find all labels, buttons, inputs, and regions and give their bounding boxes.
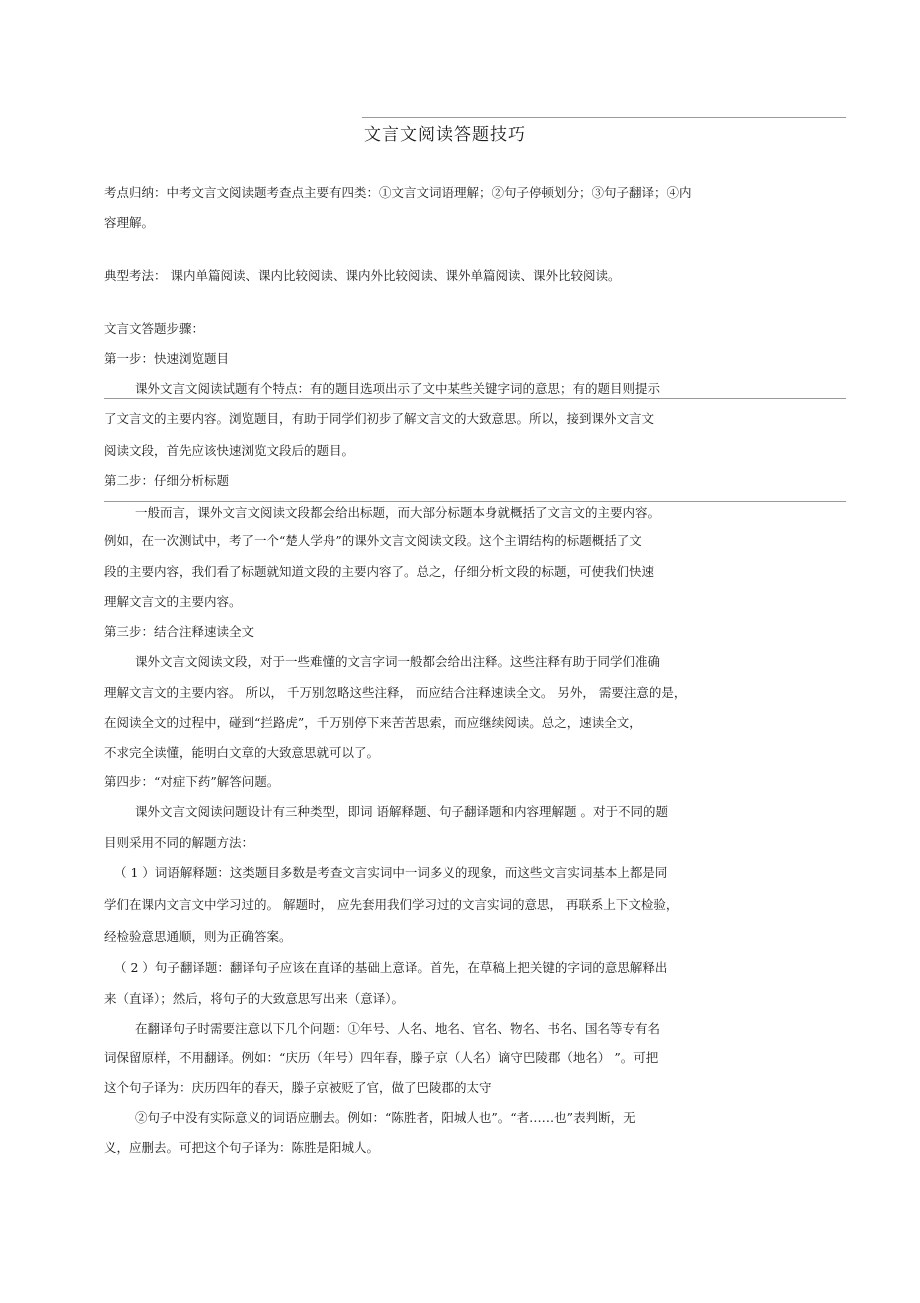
paragraph-line: 经检验意思通顺，则为正确答案。 [104, 929, 292, 944]
divider-rule [104, 398, 846, 399]
section-heading: 文言文答题步骤： [104, 321, 205, 336]
paragraph-line: 课外文言文阅读试题有个特点：有的题目选项出示了文中某些关键字词的意思；有的题目则提示 [135, 381, 661, 396]
paragraph-line: 典型考法： 课内单篇阅读、课内比较阅读、课内外比较阅读、课外单篇阅读、课外比较阅读。 [104, 268, 621, 283]
paragraph-line: 阅读文段，首先应该快速浏览文段后的题目。 [104, 443, 355, 458]
paragraph-line: 例如，在一次测试中，考了一个“楚人学舟”的课外文言文阅读文段。这个主谓结构的标题概括了文 [104, 533, 642, 548]
paragraph-line: 学们在课内文言文中学习过的。 解题时， 应先套用我们学习过的文言实词的意思， 再联系上下文检验， [104, 897, 679, 912]
paragraph-line: 理解文言文的主要内容。 所以， 千万别忽略这些注释， 而应结合注释速读全文。 另外， 需要注意的是， [104, 685, 687, 700]
paragraph-line: （ 2 ）句子翻译题：翻译句子应该在直译的基础上意译。首先，在草稿上把关键的字词的意思解释出 [114, 960, 668, 975]
paragraph-line: ②句子中没有实际意义的词语应删去。例如：“陈胜者，阳城人也”。“者……也”表判断，无 [135, 1110, 636, 1125]
divider-rule [104, 501, 846, 502]
page-title: 文言文阅读答题技巧 [364, 125, 526, 145]
paragraph-line: 在翻译句子时需要注意以下几个问题：①年号、人名、地名、官名、物名、书名、国名等专有名 [135, 1021, 661, 1036]
paragraph-line: 在阅读全文的过程中，碰到“拦路虎”，千万别停下来苦苦思索，而应继续阅读。总之，速读全文， [104, 715, 642, 730]
step-heading: 第一步：快速浏览题目 [104, 351, 230, 366]
paragraph-line: 考点归纳：中考文言文阅读题考查点主要有四类：①文言文词语理解；②句子停顿划分；③句子翻译；④内 [104, 185, 692, 200]
step-heading: 第三步：结合注释速读全文 [104, 624, 255, 639]
paragraph-line: 目则采用不同的解题方法： [104, 835, 255, 850]
top-rule [362, 117, 846, 118]
step-heading: 第二步：仔细分析标题 [104, 473, 230, 488]
paragraph-line: 不求完全读懂，能明白文章的大致意思就可以了。 [104, 745, 380, 760]
paragraph-line: 义，应删去。可把这个句子译为：陈胜是阳城人。 [104, 1140, 380, 1155]
paragraph-line: 段的主要内容，我们看了标题就知道文段的主要内容了。总之，仔细分析文段的标题，可使我们快速 [104, 564, 655, 579]
paragraph-line: 理解文言文的主要内容。 [104, 594, 242, 609]
paragraph-line: 一般而言，课外文言文阅读文段都会给出标题，而大部分标题本身就概括了文言文的主要内容。 [135, 505, 661, 520]
paragraph-line: 来（直译）；然后，将句子的大致意思写出来（意译）。 [104, 991, 405, 1006]
paragraph-line: （ 1 ）词语解释题：这类题目多数是考查文言实词中一词多义的现象，而这些文言实词基本上都是同 [114, 865, 668, 880]
paragraph-line: 词保留原样，不用翻译。例如：“庆历（年号）四年春，滕子京（人名）谪守巴陵郡（地名） ”。可把 [104, 1050, 659, 1065]
paragraph-line: 课外文言文阅读文段，对于一些难懂的文言字词一般都会给出注释。这些注释有助于同学们准确 [135, 654, 661, 669]
paragraph-line: 容理解。 [104, 215, 155, 230]
paragraph-line: 课外文言文阅读问题设计有三种类型，即词 语解释题、句子翻译题和内容理解题 。对于不同的题 [135, 804, 668, 819]
step-heading: 第四步：“对症下药”解答问题。 [104, 774, 280, 789]
paragraph-line: 这个句子译为：庆历四年的春天，滕子京被贬了官，做了巴陵郡的太守 [104, 1080, 492, 1095]
paragraph-line: 了文言文的主要内容。浏览题目，有助于同学们初步了解文言文的大致意思。所以，接到课外文言文 [104, 411, 655, 426]
